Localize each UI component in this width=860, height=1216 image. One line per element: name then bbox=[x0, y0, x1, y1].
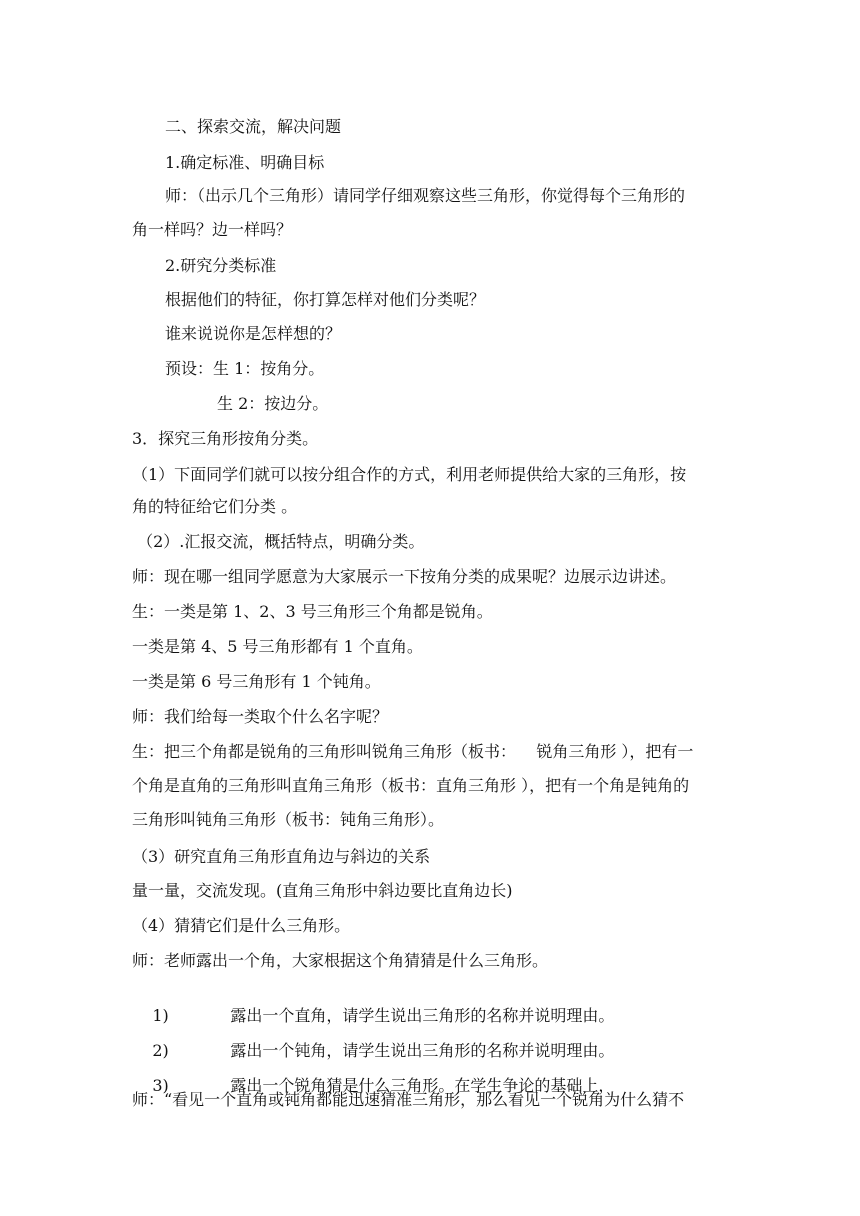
paragraph-line: 根据他们的特征，你打算怎样对他们分类呢？ bbox=[165, 290, 486, 309]
item-number: 2) bbox=[152, 1041, 169, 1060]
paragraph-line: 个角是直角的三角形叫直角三角形（板书：直角三角形 ），把有一个角是钝角的 bbox=[132, 776, 690, 795]
section-heading: 二、探索交流，解决问题 bbox=[165, 117, 342, 136]
paragraph-line: （3）研究直角三角形直角边与斜边的关系 bbox=[132, 847, 431, 866]
item-text: 露出一个直角，请学生说出三角形的名称并说明理由。 bbox=[230, 1006, 615, 1025]
paragraph-line: 预设：生 1：按角分。 bbox=[165, 359, 325, 378]
item-number: 1) bbox=[152, 1006, 169, 1025]
paragraph-line: 量一量，交流发现。(直角三角形中斜边要比直角边长) bbox=[132, 881, 513, 900]
paragraph-line: （4）猜猜它们是什么三角形。 bbox=[132, 916, 351, 935]
paragraph-line: （2）.汇报交流，概括特点，明确分类。 bbox=[132, 532, 425, 551]
paragraph-line: 生：一类是第 1、2、3 号三角形三个角都是锐角。 bbox=[132, 602, 493, 621]
paragraph-line: 师：我们给每一类取个什么名字呢？ bbox=[132, 707, 389, 726]
paragraph-line: （1）下面同学们就可以按分组合作的方式，利用老师提供给大家的三角形，按 bbox=[132, 465, 687, 484]
paragraph-line: 师：老师露出一个角，大家根据这个角猜猜是什么三角形。 bbox=[132, 951, 549, 970]
item-number: 3) bbox=[152, 1076, 169, 1095]
paragraph-line: 师：“看见一个直角或钝角都能迅速猜准三角形，那么看见一个锐角为什么猜不 bbox=[132, 1090, 685, 1109]
paragraph-line: 师：（出示几个三角形）请同学仔细观察这些三角形，你觉得每个三角形的 bbox=[165, 186, 686, 205]
subheading-2: 2.研究分类标准 bbox=[165, 256, 277, 275]
paragraph-line: 三角形叫钝角三角形（板书：钝角三角形）。 bbox=[132, 810, 445, 829]
paragraph-line: 师：现在哪一组同学愿意为大家展示一下按角分类的成果呢？边展示边讲述。 bbox=[132, 567, 677, 586]
paragraph-line: 角的特征给它们分类 。 bbox=[132, 497, 298, 516]
subheading-3: 3．探究三角形按角分类。 bbox=[132, 429, 319, 448]
paragraph-line: 角一样吗？边一样吗？ bbox=[132, 220, 293, 239]
paragraph-line: 生：把三个角都是锐角的三角形叫锐角三角形（板书： 锐角三角形 ），把有一 bbox=[132, 742, 694, 761]
paragraph-line: 谁来说说你是怎样想的？ bbox=[165, 324, 342, 343]
item-text: 露出一个锐角猜是什么三角形。在学生争论的基础上， bbox=[230, 1076, 615, 1095]
paragraph-line: 一类是第 6 号三角形有 1 个钝角。 bbox=[132, 672, 381, 691]
subheading-1: 1.确定标准、明确目标 bbox=[165, 153, 325, 172]
item-text: 露出一个钝角，请学生说出三角形的名称并说明理由。 bbox=[230, 1041, 615, 1060]
paragraph-line: 一类是第 4、5 号三角形都有 1 个直角。 bbox=[132, 637, 423, 656]
paragraph-line: 生 2：按边分。 bbox=[217, 394, 329, 413]
